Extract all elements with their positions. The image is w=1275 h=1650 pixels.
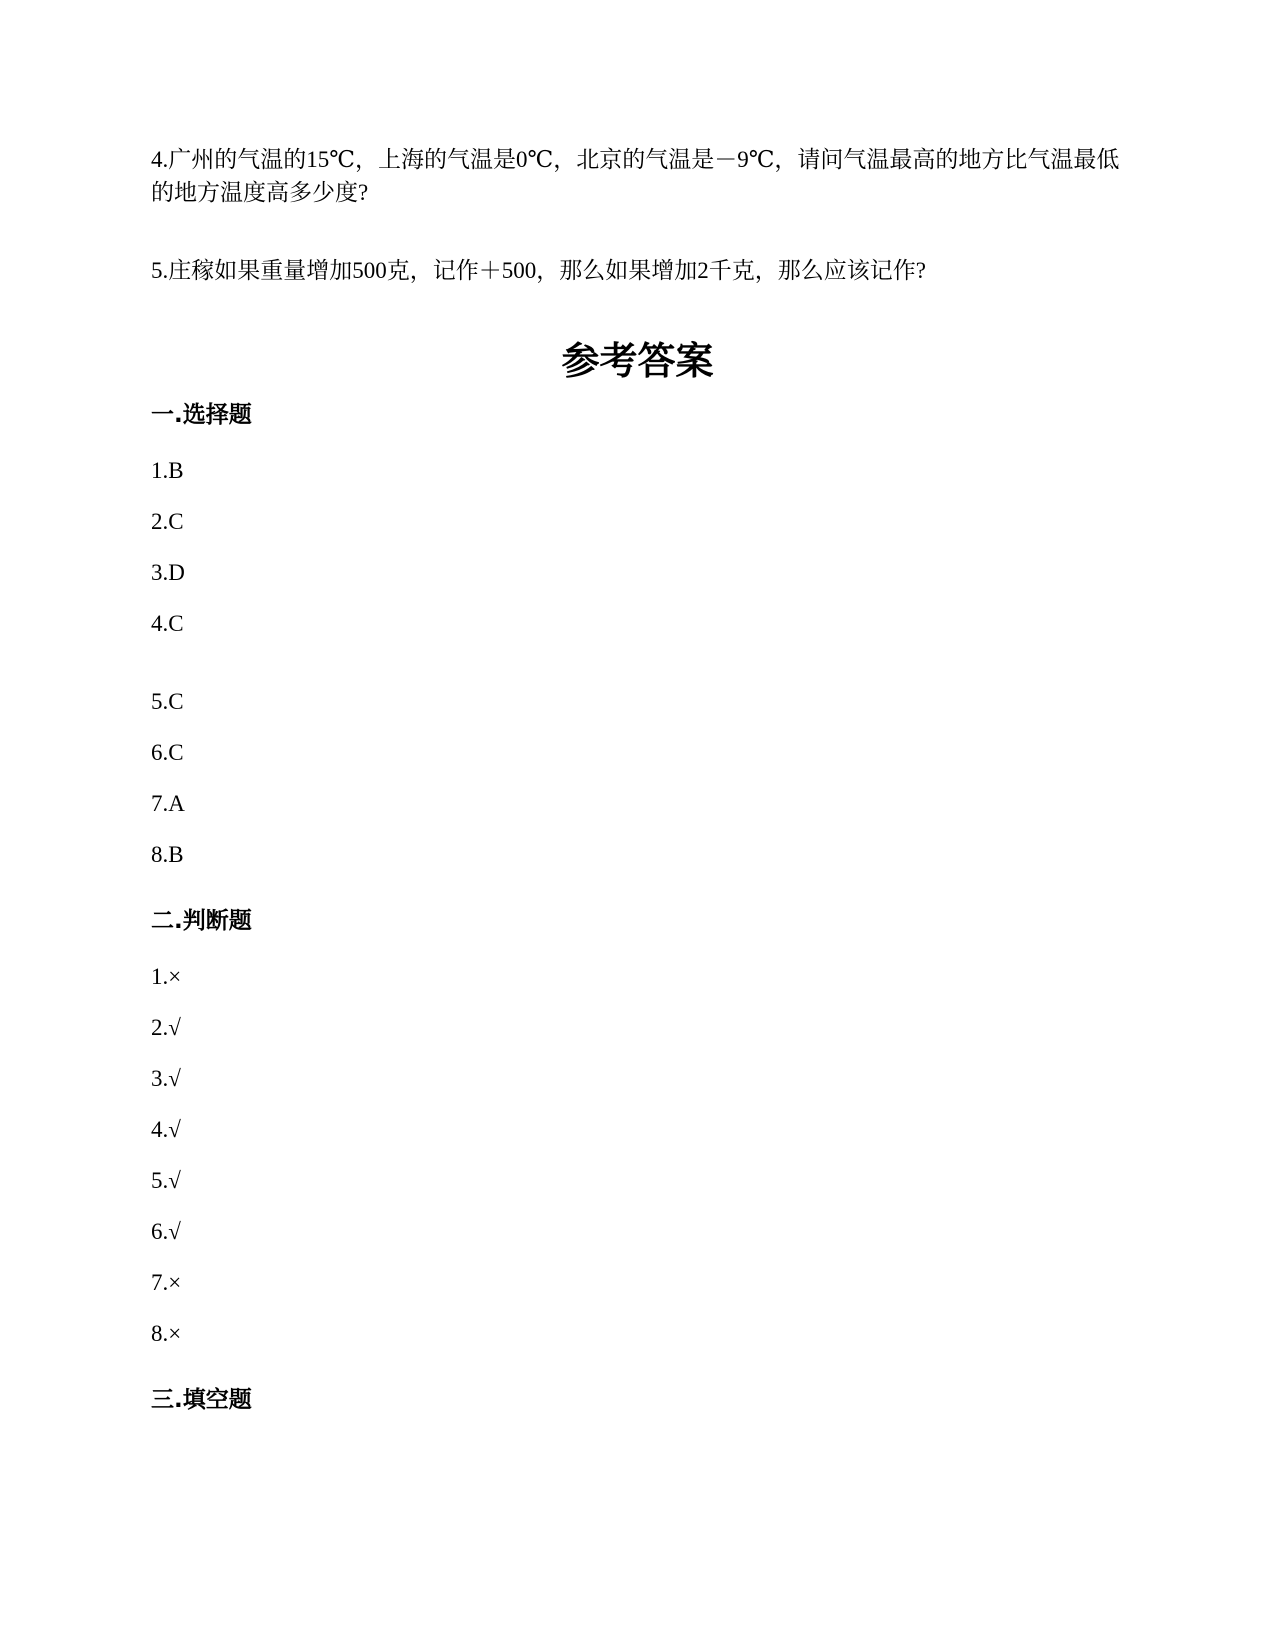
answer-item: 7.× — [151, 1270, 182, 1295]
answer-item: 7.A — [151, 791, 185, 816]
answer-item: 3.D — [151, 560, 185, 585]
answer-title: 参考答案 — [561, 339, 714, 383]
answer-item: 8.× — [151, 1321, 182, 1346]
answer-item: 6.√ — [151, 1219, 181, 1244]
answer-item: 8.B — [151, 842, 184, 867]
section-heading-fill-blank: 三.填空题 — [151, 1387, 252, 1413]
answer-item: 2.C — [151, 509, 184, 534]
answer-item: 5.√ — [151, 1168, 181, 1193]
answer-item: 4.√ — [151, 1117, 181, 1142]
answer-item: 1.B — [151, 458, 184, 483]
answer-item: 3.√ — [151, 1066, 181, 1091]
section-heading-judgment: 二.判断题 — [151, 908, 252, 934]
question-5: 5.庄稼如果重量增加500克，记作＋500，那么如果增加2千克，那么应该记作? — [151, 258, 926, 283]
answer-item: 4.C — [151, 611, 184, 636]
question-4: 4.广州的气温的15℃，上海的气温是0℃，北京的气温是－9℃，请问气温最高的地方比气温最低的地方温度高多少度? — [151, 147, 1120, 205]
answer-item: 5.C — [151, 689, 184, 714]
answer-item: 6.C — [151, 740, 184, 765]
answer-item: 2.√ — [151, 1015, 181, 1040]
section-heading-choice: 一.选择题 — [151, 402, 252, 428]
answer-item: 1.× — [151, 964, 182, 989]
